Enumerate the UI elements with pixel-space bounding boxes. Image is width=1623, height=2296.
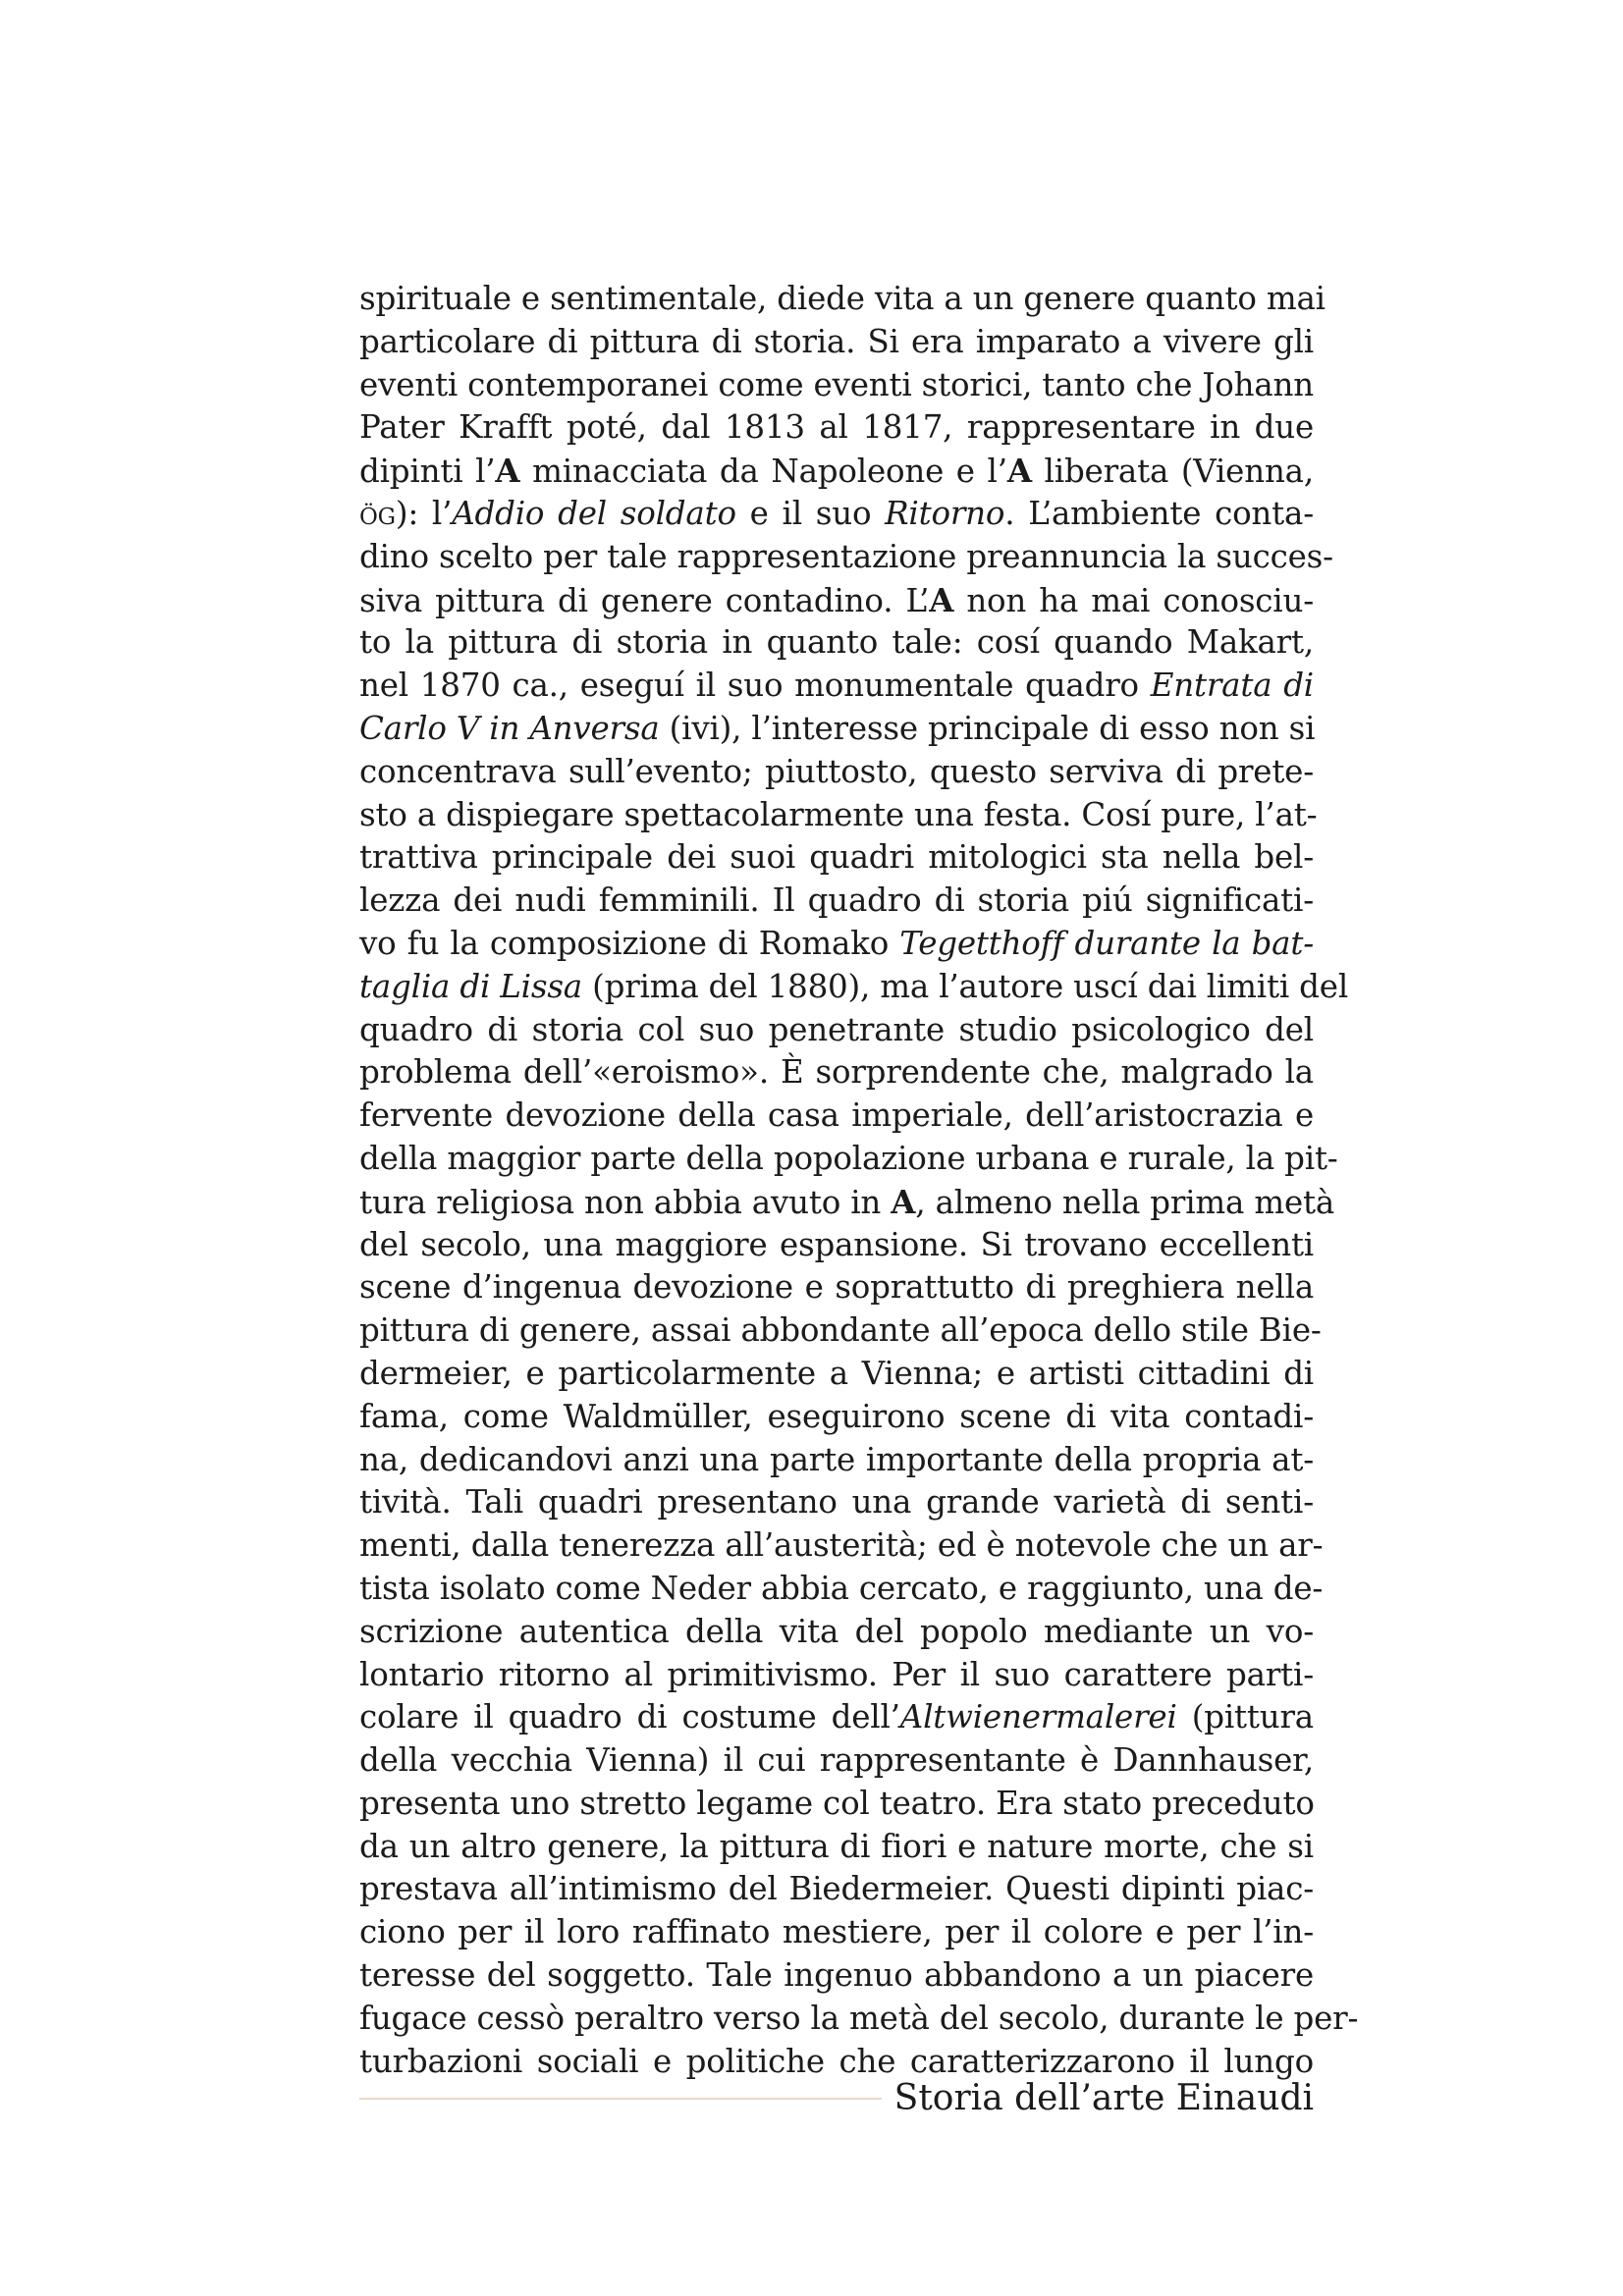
text-line	[359, 1998, 1359, 2041]
text-line	[359, 1524, 1324, 1568]
text-run: A	[891, 1182, 916, 1221]
text-run: da un altro genere, la pittura di fiori e nature morte, che si	[359, 1827, 1314, 1865]
text-run: spirituale e sentimentale, diede vita a un genere quanto mai	[359, 280, 1325, 317]
text-run: della vecchia Vienna) il cui rappresentante è Dannhauser,	[359, 1741, 1314, 1780]
text-run: colare il quadro di costume dell’	[359, 1698, 900, 1736]
text-run: Ritorno	[885, 494, 1005, 532]
text-run: dipinti l’	[359, 453, 496, 491]
footer-rule	[359, 2098, 882, 2100]
text-line	[359, 1396, 1314, 1439]
body-text	[359, 278, 1359, 2083]
text-run: e il suo	[735, 494, 886, 532]
text-line	[359, 1353, 1314, 1396]
text-line	[359, 364, 1314, 407]
text-run: fama, come Waldmüller, eseguirono scene di vita contadi-	[359, 1397, 1314, 1435]
text-run: A	[1006, 452, 1032, 491]
text-line	[359, 1954, 1314, 1998]
page-footer	[359, 2074, 1314, 2123]
text-line	[359, 1095, 1314, 1138]
text-run: taglia di Lissa	[359, 967, 582, 1005]
text-line	[359, 1568, 1324, 1611]
text-run: na, dedicandovi anzi una parte importante della propria at-	[359, 1440, 1314, 1478]
text-run: prestava all’intimismo del Biedermeier. Questi dipinti piac-	[359, 1870, 1314, 1908]
text-line	[359, 450, 1314, 493]
text-line	[359, 1051, 1314, 1095]
text-run: lontario ritorno al primitivismo. Per il suo carattere parti-	[359, 1655, 1314, 1693]
text-line	[359, 1181, 1335, 1224]
text-line	[359, 966, 1349, 1009]
text-run: sto a dispiegare spettacolarmente una festa. Cosí pure, l’at-	[359, 795, 1318, 833]
text-line	[359, 708, 1314, 751]
text-run: vo fu la composizione di Romako	[359, 924, 900, 962]
text-line	[359, 836, 1314, 880]
text-line	[359, 321, 1314, 364]
text-run: non ha mai conosciu-	[953, 581, 1315, 619]
text-line	[359, 1481, 1314, 1524]
text-line	[359, 1654, 1314, 1697]
text-line	[359, 1309, 1322, 1353]
text-run: ): l’	[395, 494, 453, 532]
text-run: ciono per il loro raffinato mestiere, per il colore e per l’in-	[359, 1913, 1314, 1951]
text-line	[359, 665, 1314, 708]
text-line	[359, 1439, 1314, 1482]
text-run: scrizione autentica della vita del popolo mediante un vo-	[359, 1612, 1314, 1650]
text-run: Addio del soldato	[452, 494, 736, 532]
text-line	[359, 1266, 1314, 1309]
text-run: scene d’ingenua devozione e soprattutto di preghiera nella	[359, 1268, 1314, 1307]
text-run: particolare di pittura di storia. Si era imparato a vivere gli	[359, 322, 1314, 360]
text-line	[359, 751, 1314, 794]
text-run: teresse del soggetto. Tale ingenuo abbandono a un piacere	[359, 1956, 1314, 1995]
text-run: , almeno nella prima metà	[915, 1183, 1335, 1221]
text-run: (prima del 1880), ma l’autore uscí dai limiti del	[581, 967, 1349, 1005]
text-run: eventi contemporanei come eventi storici, tanto che Johann	[359, 365, 1314, 403]
text-run: fervente devozione della casa imperiale, dell’aristocrazia e	[359, 1096, 1314, 1135]
text-run: Entrata di	[1150, 667, 1314, 705]
text-line	[359, 1611, 1314, 1654]
text-run: tura religiosa non abbia avuto in	[359, 1183, 892, 1221]
text-run: Carlo V in Anversa	[359, 709, 660, 747]
text-run: Tegetthoff durante la bat-	[899, 924, 1314, 962]
text-line	[359, 579, 1314, 622]
text-run: Pater Krafft poté, dal 1813 al 1817, rappresentare in due	[359, 408, 1314, 447]
text-run: (ivi), l’interesse principale di esso non si	[659, 709, 1316, 747]
text-line	[359, 923, 1314, 966]
text-run: (pittura	[1176, 1698, 1314, 1736]
text-run: Altwienermalerei	[899, 1698, 1177, 1736]
text-run: turbazioni sociali e politiche che caratterizzarono il lungo	[359, 2042, 1314, 2080]
text-run: dino scelto per tale rappresentazione preannuncia la succes-	[359, 537, 1333, 575]
text-line	[359, 1783, 1314, 1826]
text-line	[359, 1696, 1314, 1739]
text-line	[359, 1009, 1314, 1052]
text-run: concentrava sull’evento; piuttosto, questo serviva di prete-	[359, 752, 1314, 790]
text-line	[359, 1224, 1314, 1267]
text-line	[359, 880, 1314, 923]
text-run: trattiva principale dei suoi quadri mitologici sta nella bel-	[359, 838, 1314, 877]
text-run: tività. Tali quadri presentano una grande varietà di senti-	[359, 1483, 1314, 1522]
text-line	[359, 794, 1318, 837]
text-line	[359, 1911, 1314, 1954]
text-run: to la pittura di storia in quanto tale: cosí quando Makart,	[359, 623, 1314, 662]
text-run: quadro di storia col suo penetrante studio psicologico del	[359, 1010, 1314, 1048]
text-run: menti, dalla tenerezza all’austerità; ed è notevole che un ar-	[359, 1526, 1324, 1565]
text-run: A	[495, 452, 520, 491]
text-run: del secolo, una maggiore espansione. Si trovano eccellenti	[359, 1225, 1314, 1263]
text-line	[359, 493, 1314, 536]
text-run: presenta uno stretto legame col teatro. Era stato preceduto	[359, 1784, 1315, 1822]
text-run: della maggior parte della popolazione urbana e rurale, la pit-	[359, 1139, 1338, 1177]
text-line	[359, 1868, 1314, 1911]
text-run: siva pittura di genere contadino. L’	[359, 581, 930, 619]
text-run: liberata (Vienna,	[1031, 453, 1314, 491]
text-run: dermeier, e particolarmente a Vienna; e artisti cittadini di	[359, 1354, 1314, 1392]
text-run: pittura di genere, assai abbondante all’epoca dello stile Bie-	[359, 1311, 1322, 1350]
text-run: problema dell’«eroismo». È sorprendente che, malgrado la	[359, 1053, 1314, 1092]
text-run: tista isolato come Neder abbia cercato, e raggiunto, una de-	[359, 1569, 1324, 1607]
text-line	[359, 1138, 1338, 1181]
text-run: minacciata da Napoleone e l’	[519, 453, 1007, 491]
text-line	[359, 406, 1314, 450]
text-run: . L’ambiente conta-	[1004, 494, 1314, 532]
footer-title: Storia dell’arte Einaudi	[893, 2078, 1314, 2118]
text-line	[359, 536, 1333, 579]
text-line	[359, 1826, 1314, 1869]
text-line	[359, 621, 1314, 665]
text-run: fugace cessò peraltro verso la metà del secolo, durante le per-	[359, 1999, 1359, 2037]
text-run: ög	[359, 494, 396, 532]
text-line	[359, 1739, 1314, 1783]
text-run: lezza dei nudi femminili. Il quadro di storia piú significati-	[359, 881, 1314, 920]
text-line	[359, 278, 1325, 321]
text-run: A	[929, 580, 954, 619]
text-run: nel 1870 ca., eseguí il suo monumentale quadro	[359, 667, 1151, 705]
